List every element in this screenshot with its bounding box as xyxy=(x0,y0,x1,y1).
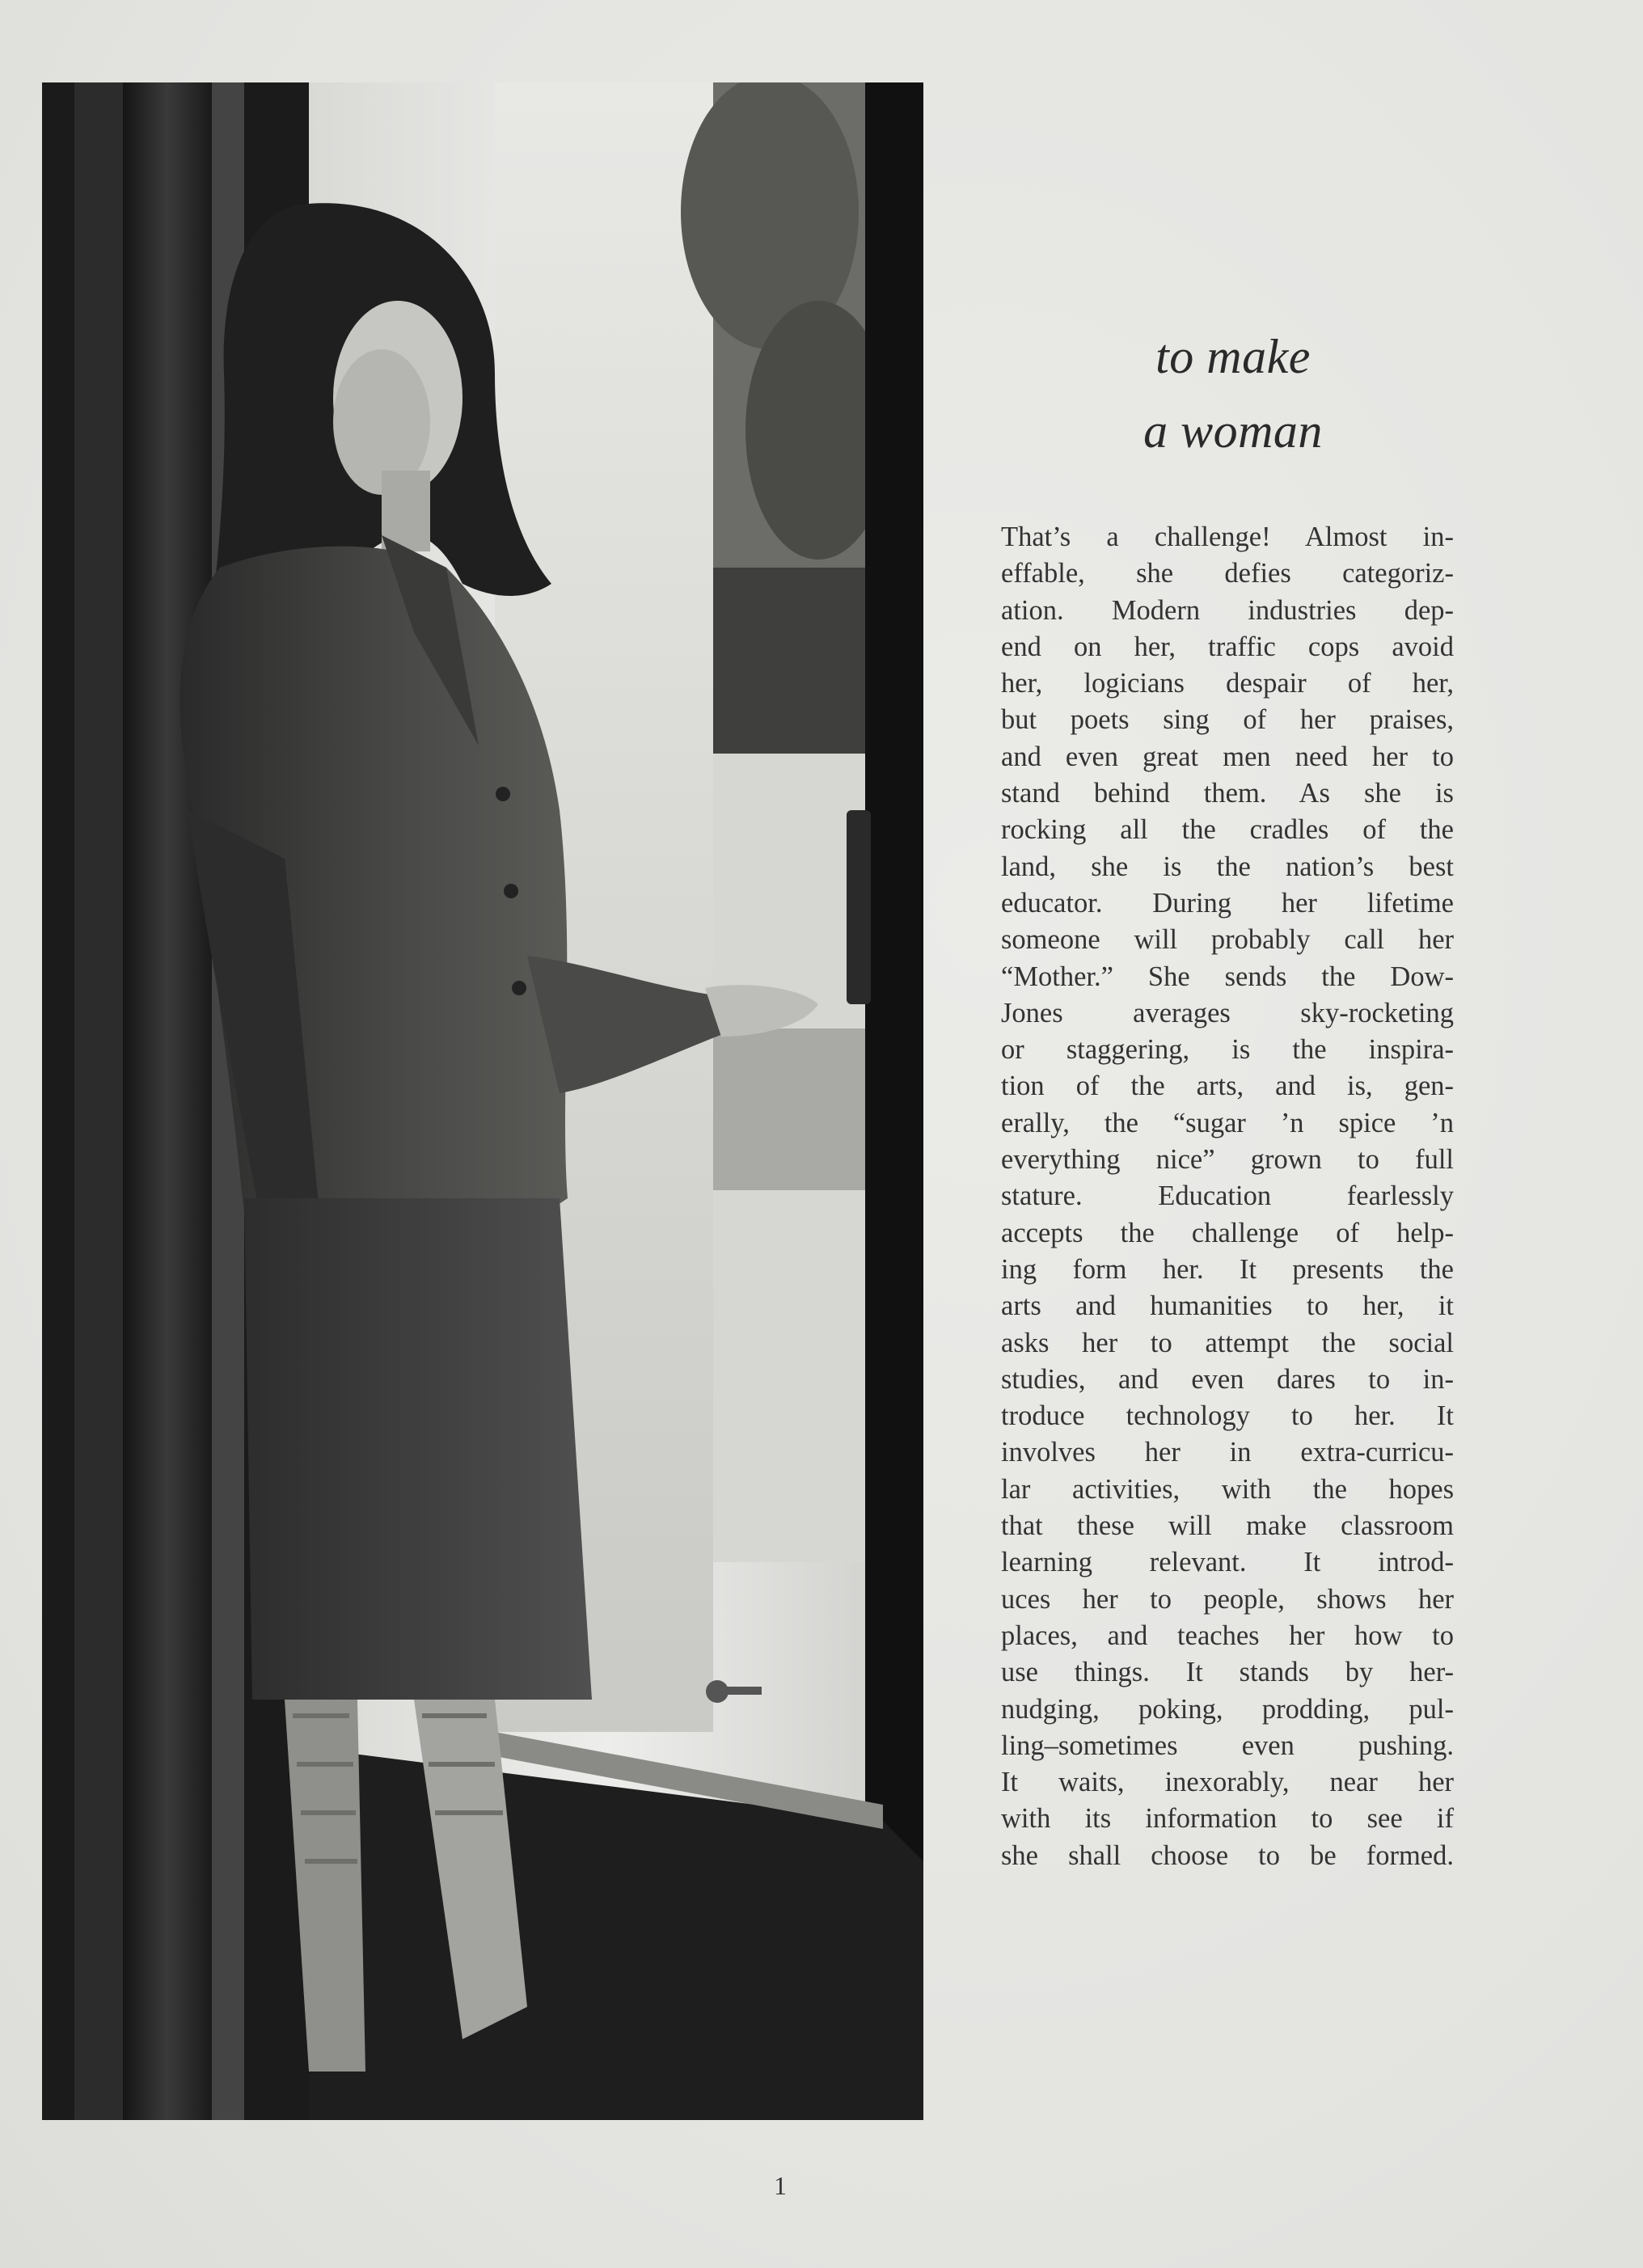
body-line: That’s a challenge! Almost in- xyxy=(1001,522,1454,552)
body-line: her, logicians despair of her, xyxy=(1001,668,1454,699)
body-line: someone will probably call her xyxy=(1001,924,1454,956)
page-title xyxy=(1043,319,1423,468)
body-line: stand behind them. As she is xyxy=(1001,778,1454,809)
body-line: accepts the challenge of help- xyxy=(1001,1217,1454,1248)
body-line: nudging, poking, prodding, pul- xyxy=(1001,1693,1454,1725)
title-line-1: to make xyxy=(1155,330,1311,383)
body-line: effable, she defies categoriz- xyxy=(1001,558,1454,589)
body-line: she shall choose to be formed. xyxy=(1001,1839,1454,1871)
body-line: end on her, traffic cops avoid xyxy=(1001,631,1454,662)
body-line: rocking all the cradles of the xyxy=(1001,814,1454,846)
body-line: lar activities, with the hopes xyxy=(1001,1473,1454,1505)
body-line: and even great men need her to xyxy=(1001,741,1454,772)
body-line: but poets sing of her praises, xyxy=(1001,704,1454,736)
body-line: troduce technology to her. It xyxy=(1001,1400,1454,1432)
body-paragraph xyxy=(1001,519,1454,1874)
body-line: tion of the arts, and is, gen- xyxy=(1001,1071,1454,1102)
body-line: everything nice” grown to full xyxy=(1001,1144,1454,1176)
body-line: with its information to see if xyxy=(1001,1803,1454,1835)
body-line: asks her to attempt the social xyxy=(1001,1327,1454,1358)
body-line: ation. Modern industries dep- xyxy=(1001,594,1454,626)
body-line: stature. Education fearlessly xyxy=(1001,1180,1454,1212)
body-line: “Mother.” She sends the Dow- xyxy=(1001,961,1454,992)
body-line: It waits, inexorably, near her xyxy=(1001,1767,1454,1798)
body-line: educator. During her lifetime xyxy=(1001,887,1454,919)
title-line-2: a woman xyxy=(1143,404,1323,458)
body-line: that these will make classroom xyxy=(1001,1510,1454,1542)
body-line: studies, and even dares to in- xyxy=(1001,1363,1454,1395)
body-line: arts and humanities to her, it xyxy=(1001,1290,1454,1322)
page-number: 1 xyxy=(774,2171,787,2200)
body-line: or staggering, is the inspira- xyxy=(1001,1034,1454,1066)
body-line: erally, the “sugar ’n spice ’n xyxy=(1001,1107,1454,1138)
body-line: land, she is the nation’s best xyxy=(1001,851,1454,882)
body-line: Jones averages sky-rocketing xyxy=(1001,997,1454,1028)
photograph-woman-at-window xyxy=(42,82,923,2120)
body-line: places, and teaches her how to xyxy=(1001,1620,1454,1651)
body-line: use things. It stands by her- xyxy=(1001,1657,1454,1688)
body-line: uces her to people, shows her xyxy=(1001,1583,1454,1615)
body-line: ing form her. It presents the xyxy=(1001,1253,1454,1285)
body-line: learning relevant. It introd- xyxy=(1001,1547,1454,1578)
body-line: involves her in extra-curricu- xyxy=(1001,1437,1454,1468)
body-line: ling–sometimes even pushing. xyxy=(1001,1730,1454,1761)
